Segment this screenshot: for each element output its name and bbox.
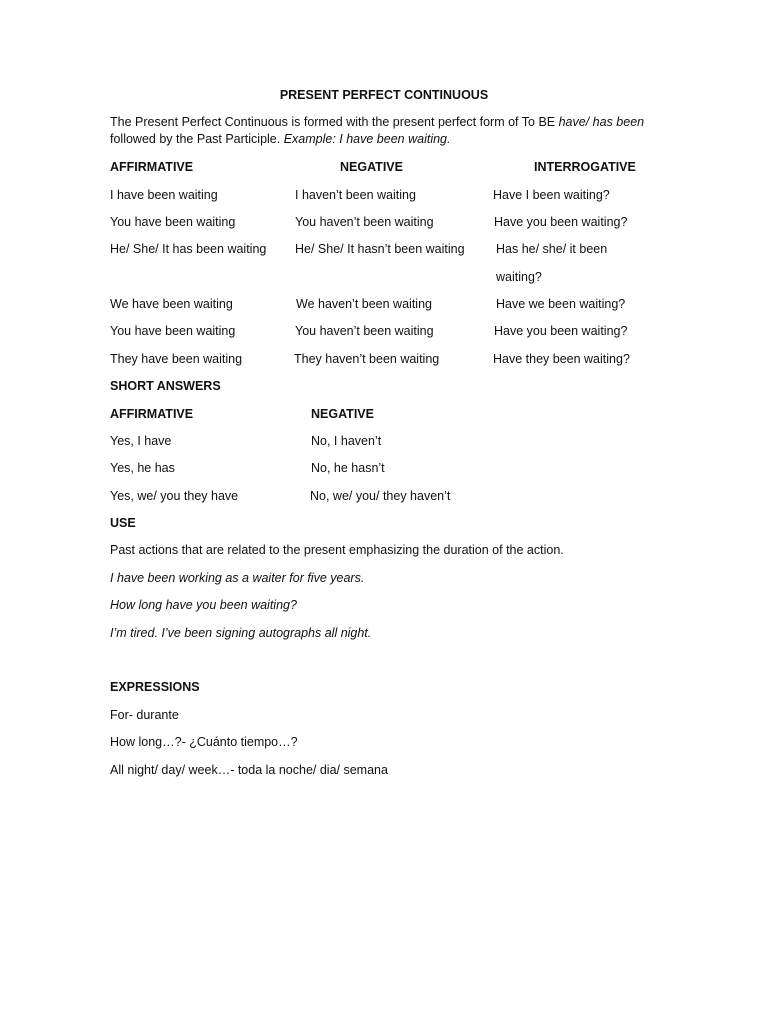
use-example: I’m tired. I’ve been signing autographs all night. [110,626,372,640]
expressions-heading: EXPRESSIONS [110,680,200,694]
interrogative-cell: Have you been waiting? [494,324,628,338]
short-affirmative-cell: Yes, we/ you they have [110,489,239,503]
intro-text-2: followed by the Past Participle. [110,131,284,146]
short-negative-cell: No, he hasn’t [311,461,385,475]
page-title: PRESENT PERFECT CONTINUOUS [279,88,489,102]
short-affirmative-cell: Yes, I have [110,434,172,448]
interrogative-cell: Have they been waiting? [493,352,630,366]
affirmative-cell: We have been waiting [110,297,233,311]
intro-paragraph [110,114,650,147]
negative-cell: You haven’t been waiting [295,215,434,229]
short-affirmative-cell: Yes, he has [110,461,175,475]
intro-text-1: The Present Perfect Continuous is formed with the present perfect form of To BE [110,115,559,129]
interrogative-cell: Have I been waiting? [493,188,610,202]
expression-item: For- durante [110,708,179,722]
use-example: I have been working as a waiter for five years. [110,571,365,585]
affirmative-cell: You have been waiting [110,215,236,229]
short-answers-heading: SHORT ANSWERS [110,379,221,393]
interrogative-cell: Has he/ she/ it been [496,242,608,256]
intro-text-italic: have/ has been [558,115,645,129]
interrogative-cell-continued: waiting? [496,270,542,284]
short-negative-cell: No, I haven’t [311,434,382,448]
affirmative-cell: I have been waiting [110,188,218,202]
negative-cell: We haven’t been waiting [296,297,432,311]
header-negative: NEGATIVE [340,160,403,174]
expression-item: How long…?- ¿Cuánto tiempo…? [110,735,298,749]
use-heading: USE [110,516,136,530]
negative-cell: They haven’t been waiting [294,352,440,366]
header-interrogative: INTERROGATIVE [534,160,636,174]
interrogative-cell: Have you been waiting? [494,215,628,229]
use-description: Past actions that are related to the present emphasizing the duration of the action. [110,543,564,557]
header-affirmative: AFFIRMATIVE [110,160,194,174]
affirmative-cell: You have been waiting [110,324,236,338]
intro-example: Example: I have been waiting. [283,131,451,146]
negative-cell: You haven’t been waiting [295,324,434,338]
negative-cell: I haven’t been waiting [295,188,416,202]
affirmative-cell: They have been waiting [110,352,243,366]
use-example: How long have you been waiting? [110,598,297,612]
negative-cell: He/ She/ It hasn’t been waiting [295,242,465,256]
affirmative-cell: He/ She/ It has been waiting [110,242,267,256]
short-header-negative: NEGATIVE [311,407,374,421]
interrogative-cell: Have we been waiting? [496,297,626,311]
expression-item: All night/ day/ week…- toda la noche/ dia/ semana [110,763,388,777]
short-negative-cell: No, we/ you/ they haven’t [310,489,451,503]
short-header-affirmative: AFFIRMATIVE [110,407,194,421]
